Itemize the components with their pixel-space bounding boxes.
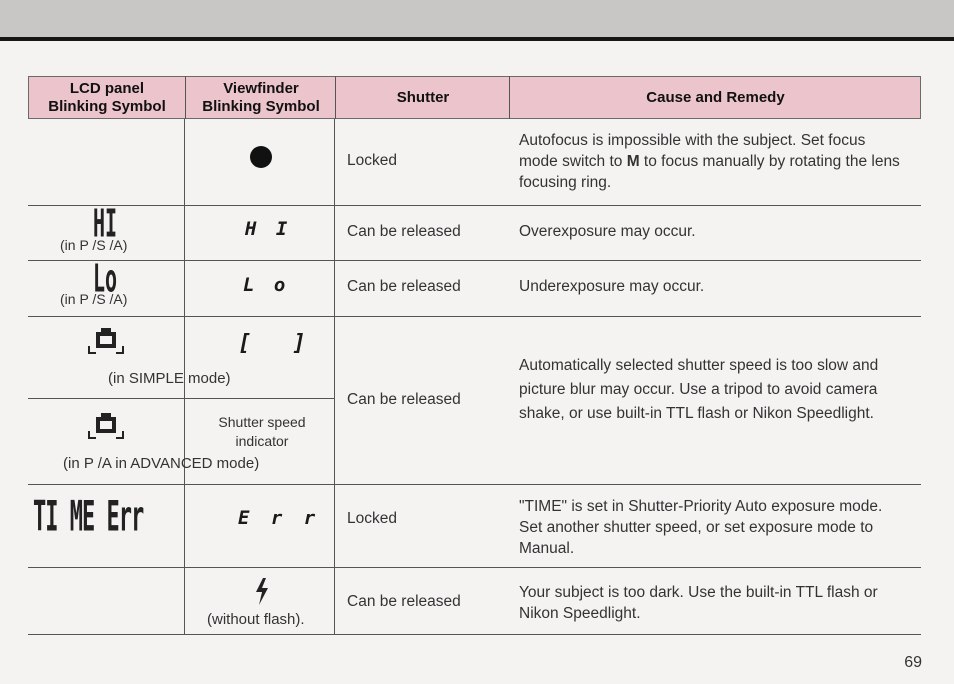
page-number: 69 (904, 654, 922, 671)
row-separator (28, 484, 921, 485)
vf-lo-symbol: L o (243, 274, 290, 296)
lcd-lo-symbol: Lo (93, 255, 118, 301)
row-separator (28, 567, 921, 568)
row3-shutter: Can be released (347, 278, 461, 295)
camera-shake-icon (88, 327, 124, 355)
focus-dot-icon (250, 146, 272, 168)
header-lcd-panel: LCD panel Blinking Symbol (28, 76, 186, 119)
row4-shutter: Can be released (347, 391, 461, 408)
vf-err-symbol: E r r (238, 507, 321, 529)
vf-shutter-speed-note: Shutter speed indicator (218, 414, 306, 449)
row-separator (28, 260, 921, 261)
row2-lcd-note: (in P /S /A) (60, 237, 128, 253)
row5-cause: "TIME" is set in Shutter-Priority Auto exposure mode. Set another shutter speed, or set exposure mode to Manual. (519, 498, 883, 557)
row5-shutter: Locked (347, 510, 397, 527)
row3-lcd-note: (in P /S /A) (60, 291, 128, 307)
row6-shutter: Can be released (347, 593, 461, 610)
row6-cause: Your subject is too dark. Use the built-in TTL flash or Nikon Speedlight. (519, 584, 878, 622)
row-separator (28, 205, 921, 206)
top-band (0, 0, 954, 37)
header-cause: Cause and Remedy (510, 76, 921, 119)
row2-cause: Overexposure may occur. (519, 223, 696, 240)
row1-cause: Autofocus is impossible with the subject. Set focus mode switch to M to focus manually by rotating the lens focusing ring. (519, 132, 900, 191)
lcd-time-err-symbol: TI ME Err (33, 494, 144, 542)
hdr-divider (509, 76, 510, 119)
row1-shutter: Locked (347, 152, 397, 169)
hdr-divider (335, 76, 336, 119)
row3-cause: Underexposure may occur. (519, 278, 705, 295)
row4-cause: Automatically selected shutter speed is too slow and picture blur may occur. Use a tripod to avoid camera shake, or use built-in TTL flash or Nikon Speedlight. (519, 357, 879, 422)
row2-shutter: Can be released (347, 223, 461, 240)
row-separator-partial (28, 398, 335, 399)
hdr-divider (185, 76, 186, 119)
vf-bracket-symbol: [ ] (238, 331, 320, 356)
row-separator (28, 634, 921, 635)
flash-bolt-icon (254, 578, 270, 606)
row5-lcd-note: (in P /A in ADVANCED mode) (63, 455, 260, 472)
row6-vf-note: (without flash). (207, 611, 305, 628)
vf-hi-symbol: H I (245, 218, 292, 240)
row4-lcd-note: (in SIMPLE mode) (108, 370, 231, 387)
top-rule (0, 37, 954, 41)
lcd-hi-symbol: HI (93, 200, 118, 246)
col-line-shutter (334, 119, 335, 634)
row-separator (28, 316, 921, 317)
header-viewfinder: Viewfinder Blinking Symbol (186, 76, 336, 119)
header-shutter: Shutter (336, 76, 510, 119)
camera-shake-icon (88, 412, 124, 440)
